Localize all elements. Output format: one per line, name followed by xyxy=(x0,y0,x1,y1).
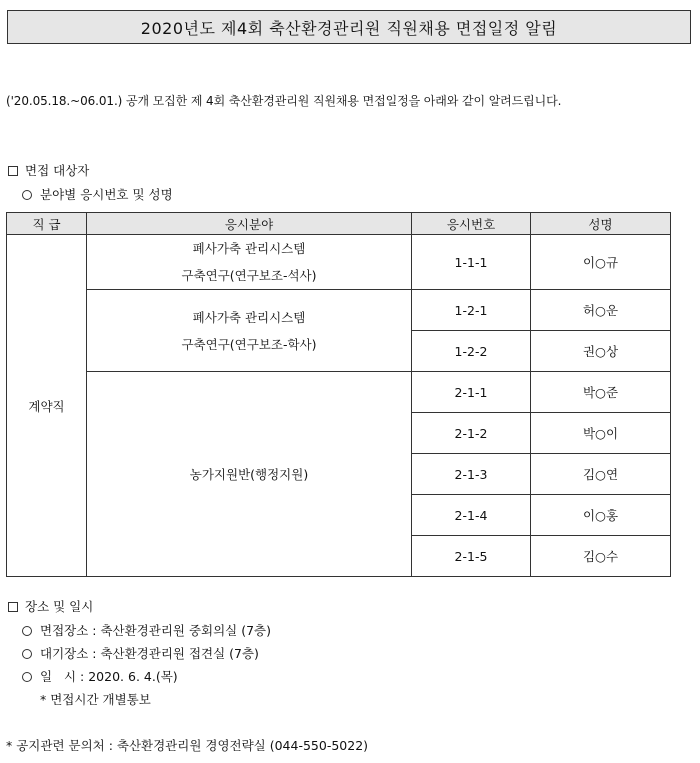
page-title xyxy=(7,10,691,44)
section-interviewees-sub-text: 분야별 응시번호 및 성명 xyxy=(40,187,173,202)
table-row xyxy=(7,372,671,413)
number-cell: 2-1-4 xyxy=(412,495,531,536)
field-line: 구축연구(연구보조-석사) xyxy=(181,268,317,283)
section-schedule xyxy=(8,599,93,615)
schedule-item-text: 일 시 : 2020. 6. 4.(목) xyxy=(40,669,178,684)
section-interviewees-heading: 면접 대상자 xyxy=(25,163,90,178)
field-cell-bachelor xyxy=(87,290,412,372)
number-cell: 1-2-1 xyxy=(412,290,531,331)
number-cell: 2-1-3 xyxy=(412,454,531,495)
table-row xyxy=(7,290,671,331)
name-cell: 김○수 xyxy=(531,536,671,577)
header-number: 응시번호 xyxy=(412,213,531,235)
name-cell: 이○홍 xyxy=(531,495,671,536)
number-cell: 2-1-1 xyxy=(412,372,531,413)
contact-info: * 공지관련 문의처 : 축산환경관리원 경영전략실 (044-550-5022) xyxy=(6,738,369,753)
header-name: 성명 xyxy=(531,213,671,235)
schedule-item-text: 대기장소 : 축산환경관리원 접견실 (7층) xyxy=(40,646,259,661)
page-title-text: 2020년도 제4회 축산환경관리원 직원채용 면접일정 알림 xyxy=(140,18,558,38)
name-cell: 허○운 xyxy=(531,290,671,331)
number-cell: 2-1-2 xyxy=(412,413,531,454)
schedule-item xyxy=(22,646,259,662)
number-cell: 2-1-5 xyxy=(412,536,531,577)
number-cell: 1-1-1 xyxy=(412,235,531,290)
name-cell: 이○규 xyxy=(531,235,671,290)
schedule-item xyxy=(22,669,178,685)
name-cell: 권○상 xyxy=(531,331,671,372)
schedule-note: * 면접시간 개별통보 xyxy=(40,692,151,707)
square-bullet-icon xyxy=(8,166,18,176)
field-line: 폐사가축 관리시스템 xyxy=(192,241,306,256)
schedule-item xyxy=(22,623,271,639)
section-interviewees-sub xyxy=(22,187,173,203)
circle-bullet-icon xyxy=(22,190,32,200)
square-bullet-icon xyxy=(8,602,18,612)
section-interviewees xyxy=(8,163,89,179)
schedule-item-text: 면접장소 : 축산환경관리원 중회의실 (7층) xyxy=(40,623,272,638)
name-cell: 박○이 xyxy=(531,413,671,454)
name-cell: 박○준 xyxy=(531,372,671,413)
circle-bullet-icon xyxy=(22,626,32,636)
intro-text: ('20.05.18.~06.01.) 공개 모집한 제 4회 축산환경관리원 직원채용 면접일정을 아래와 같이 알려드립니다. xyxy=(6,94,562,108)
table-header-row xyxy=(7,213,671,235)
field-cell-master xyxy=(87,235,412,290)
field-line: 구축연구(연구보조-학사) xyxy=(181,336,317,352)
header-field: 응시분야 xyxy=(87,213,412,235)
grade-cell: 계약직 xyxy=(7,235,87,577)
header-grade: 직 급 xyxy=(7,213,87,235)
field-cell-admin: 농가지원반(행정지원) xyxy=(87,372,412,577)
table-row xyxy=(7,235,671,290)
interviewee-table xyxy=(6,212,671,577)
circle-bullet-icon xyxy=(22,672,32,682)
field-line: 폐사가축 관리시스템 xyxy=(192,309,306,325)
section-schedule-heading: 장소 및 일시 xyxy=(25,599,94,614)
circle-bullet-icon xyxy=(22,649,32,659)
name-cell: 김○연 xyxy=(531,454,671,495)
number-cell: 1-2-2 xyxy=(412,331,531,372)
